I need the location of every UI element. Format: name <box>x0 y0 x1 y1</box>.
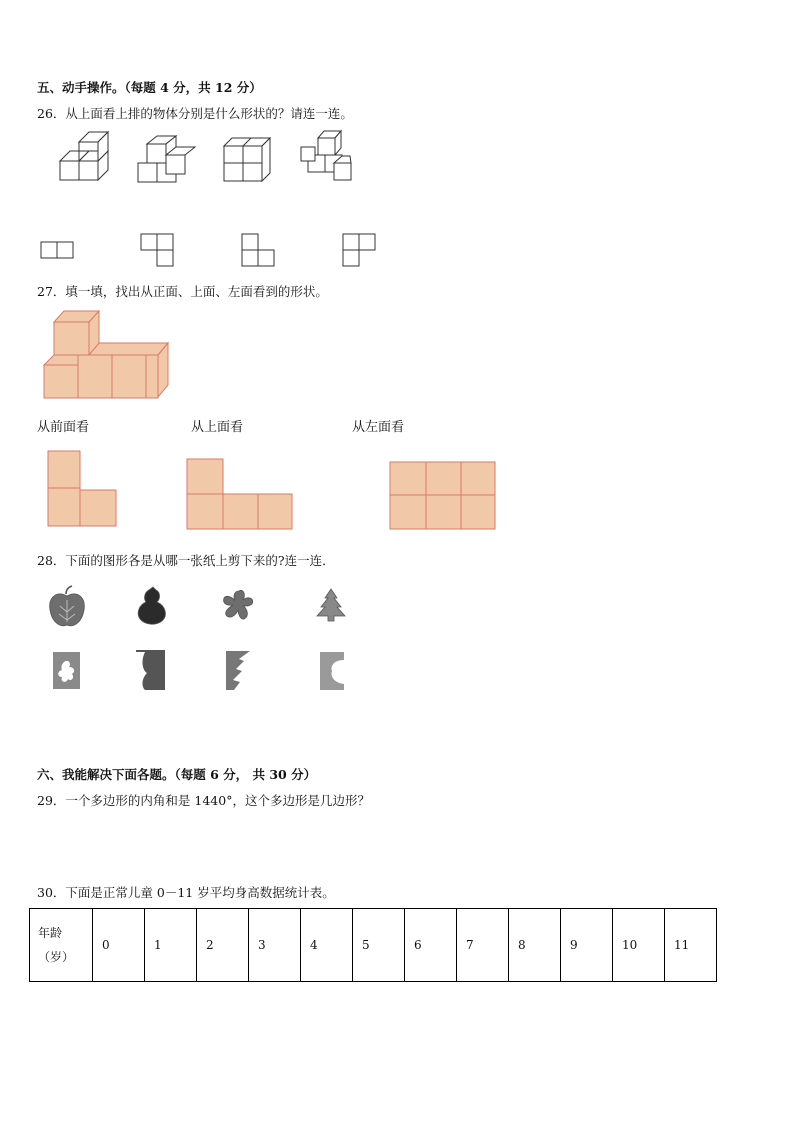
age-cell-9: 9 <box>561 909 613 982</box>
question-29: 29．一个多边形的内角和是 1440°，这个多边形是几边形？ <box>37 793 370 808</box>
age-cell-4: 4 <box>301 909 353 982</box>
question-28: 28．下面的图形各是从哪一张纸上剪下来的?连一连． <box>37 553 335 568</box>
question-26: 26．从上面看上排的物体分别是什么形状的？请连一连。 <box>37 106 353 121</box>
age-cell-5: 5 <box>353 909 405 982</box>
paper-with-apple-hole-icon <box>320 652 344 690</box>
paper-with-flower-hole-icon <box>53 652 80 689</box>
age-cell-2: 2 <box>197 909 249 982</box>
gourd-icon <box>138 587 165 624</box>
age-header-cell <box>30 909 93 982</box>
height-statistics-table <box>29 908 717 982</box>
paper-with-tree-hole-icon <box>226 651 250 690</box>
age-cell-6: 6 <box>405 909 457 982</box>
tree-icon <box>317 589 345 621</box>
age-cell-10: 10 <box>613 909 665 982</box>
apple-icon <box>50 586 85 626</box>
table-row <box>30 909 717 982</box>
age-cell-8: 8 <box>509 909 561 982</box>
age-header-line1: 年龄 <box>38 926 63 940</box>
view-label-left: 从左面看 <box>352 420 405 435</box>
view-label-top: 从上面看 <box>191 420 244 435</box>
question-27: 27．填一填，找出从正面、上面、左面看到的形状。 <box>37 284 328 299</box>
section-5-title: 五、动手操作。（每题 4 分，共 12 分） <box>37 80 262 95</box>
age-cell-7: 7 <box>457 909 509 982</box>
age-header-line2: （岁） <box>38 950 75 964</box>
view-label-front: 从前面看 <box>37 420 90 435</box>
section-6-title: 六、我能解决下面各题。（每题 6 分， 共 30 分） <box>37 767 317 782</box>
age-cell-0: 0 <box>93 909 145 982</box>
paper-with-gourd-hole-icon <box>136 650 165 690</box>
age-cell-3: 3 <box>249 909 301 982</box>
question-30: 30．下面是正常儿童 0－11 岁平均身高数据统计表。 <box>37 885 335 900</box>
age-cell-1: 1 <box>145 909 197 982</box>
flower-icon <box>224 590 253 619</box>
age-cell-11: 11 <box>665 909 717 982</box>
